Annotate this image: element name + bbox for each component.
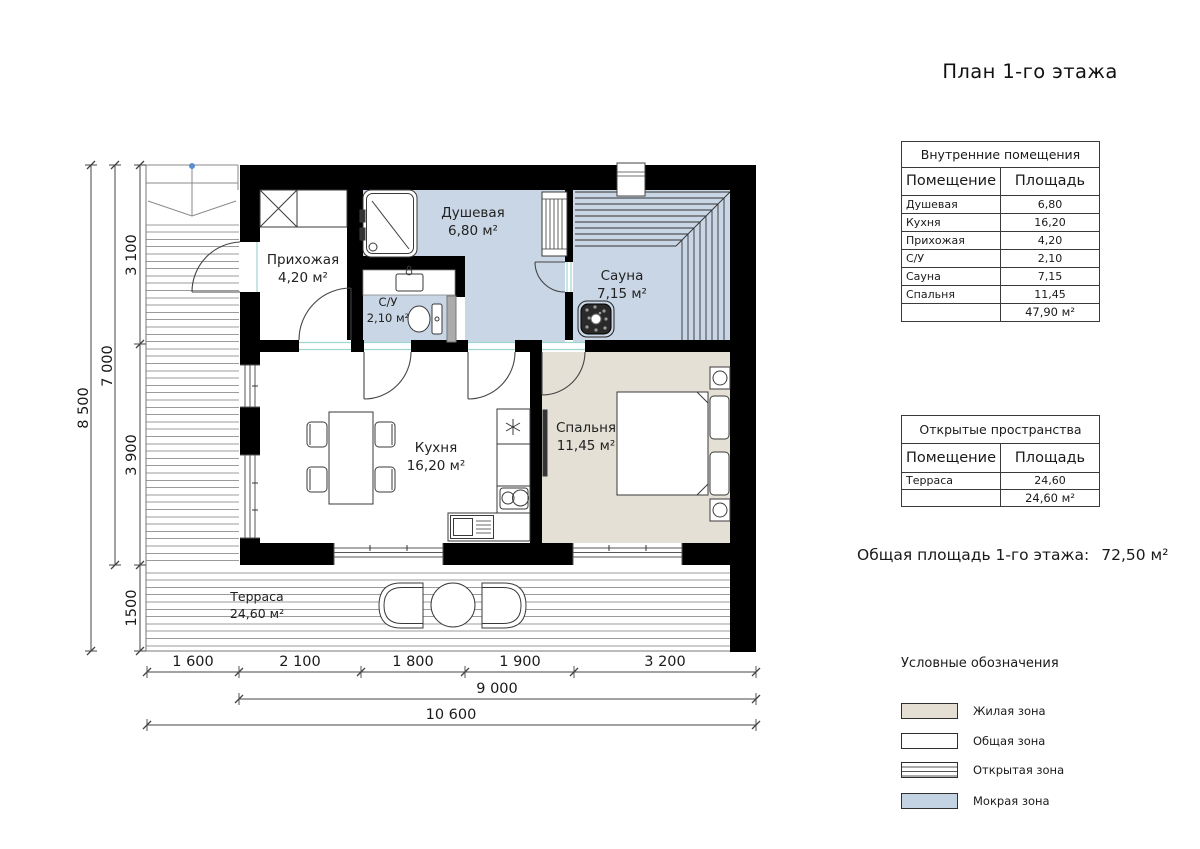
dim-label: 10 600 (425, 707, 477, 723)
window-kitchen-terrace (334, 543, 443, 565)
entrance-canopy (146, 163, 238, 218)
living-zone-swatch (901, 703, 958, 719)
legend-label: Мокрая зона (973, 794, 1050, 808)
cell-empty (902, 304, 1001, 321)
dim-label: 3 100 (124, 234, 140, 276)
cell-area: 24,60 (1034, 474, 1066, 487)
dim-label: 2 100 (279, 654, 321, 670)
terrace-set (379, 583, 526, 628)
shower-cabin (360, 190, 417, 257)
room-label-wc: С/У (378, 295, 398, 309)
cell-area: 7,15 (1037, 270, 1063, 283)
dim-label: 8 500 (76, 387, 92, 429)
total-area-label: Общая площадь 1-го этажа: (857, 546, 1090, 564)
table-row (902, 231, 1099, 249)
table-caption: Открытые пространства (919, 422, 1082, 437)
col-header-room: Помещение (902, 444, 1001, 472)
legend-label: Жилая зона (973, 704, 1046, 718)
table-header (902, 167, 1099, 195)
internal-rooms-table (901, 141, 1100, 322)
canopy-marker-dot (189, 163, 195, 169)
dim-label: 1 900 (499, 654, 541, 670)
toilet (408, 304, 442, 334)
cell-room-name: Спальня (902, 286, 1001, 303)
dim-label: 7 000 (100, 345, 116, 387)
room-area-hallway: 4,20 м² (278, 270, 328, 286)
dim-label: 1500 (124, 589, 140, 627)
cell-room-name: Сауна (902, 268, 1001, 285)
table-row (902, 472, 1099, 489)
wet-zone-swatch (901, 793, 958, 809)
col-header-area: Площадь (1014, 450, 1086, 466)
table-row (902, 213, 1099, 231)
terrace-table (431, 583, 475, 627)
col-header-room: Помещение (902, 168, 1001, 195)
room-area-terrace: 24,60 м² (229, 606, 285, 621)
dim-label: 3 900 (124, 434, 140, 476)
cell-room-name: Душевая (902, 196, 1001, 213)
cell-area: 2,10 (1037, 252, 1063, 265)
room-area-shower: 6,80 м² (448, 223, 498, 239)
dim-label: 1 600 (172, 654, 214, 670)
room-label-hallway: Прихожая (266, 252, 340, 268)
room-area-sauna: 7,15 м² (597, 286, 647, 302)
entrance-door (192, 242, 240, 292)
window-kitchen-left-small (240, 365, 260, 407)
total-area-value: 72,50 м² (1101, 546, 1169, 564)
cell-room-name: Кухня (902, 214, 1001, 231)
dim-label: 1 800 (392, 654, 434, 670)
window-bedroom-terrace (573, 543, 682, 565)
cell-room-name: Прихожая (902, 232, 1001, 249)
room-label-terrace: Терраса (230, 589, 284, 604)
wc-sink (363, 266, 455, 295)
total-area-line (857, 546, 1168, 564)
cell-area: 6,80 (1037, 198, 1063, 211)
dim-label: 9 000 (476, 681, 518, 697)
room-label-sauna: Сауна (600, 268, 644, 284)
table-row (902, 267, 1099, 285)
table-header (902, 443, 1099, 472)
open-zone-swatch (901, 762, 958, 778)
sauna-stove (578, 301, 614, 337)
table-total-row (902, 303, 1099, 321)
radiator (542, 192, 567, 256)
room-label-kitchen: Кухня (414, 440, 458, 456)
legend-heading: Условные обозначения (901, 656, 1059, 671)
room-area-kitchen: 16,20 м² (406, 458, 466, 474)
cell-area: 11,45 (1034, 288, 1066, 301)
nightstand-bottom (710, 499, 730, 521)
table-row (902, 249, 1099, 267)
cell-area: 4,20 (1037, 234, 1063, 247)
table-row (902, 195, 1099, 213)
room-label-bedroom: Спальня (555, 420, 617, 436)
cell-room-name: С/У (902, 250, 1001, 267)
open-spaces-table (901, 415, 1100, 507)
wc-pocket-door (447, 296, 456, 342)
pillow (710, 452, 729, 495)
cell-total-area: 47,90 м² (1025, 305, 1075, 319)
tv (543, 410, 547, 476)
dim-label: 3 200 (644, 654, 686, 670)
room-area-bedroom: 11,45 м² (556, 438, 616, 454)
window-kitchen-left-large (240, 455, 260, 538)
cell-room-name: Терраса (902, 473, 1001, 489)
common-zone-swatch (901, 733, 958, 749)
legend-label: Открытая зона (973, 763, 1065, 777)
cell-total-area: 24,60 м² (1025, 491, 1075, 505)
table-caption: Внутренние помещения (920, 147, 1081, 162)
closet (260, 190, 347, 227)
room-label-shower: Душевая (441, 205, 505, 221)
sauna-vent (617, 163, 645, 196)
table-total-row (902, 489, 1099, 506)
pillow (710, 396, 729, 439)
cell-empty (902, 490, 1001, 506)
table-row (902, 285, 1099, 303)
room-area-wc: 2,10 м² (366, 311, 410, 325)
nightstand-top (710, 367, 730, 389)
col-header-area: Площадь (1014, 173, 1086, 189)
legend-label: Общая зона (973, 734, 1046, 748)
cell-area: 16,20 (1034, 216, 1066, 229)
page-title: План 1-го этажа (942, 60, 1118, 83)
